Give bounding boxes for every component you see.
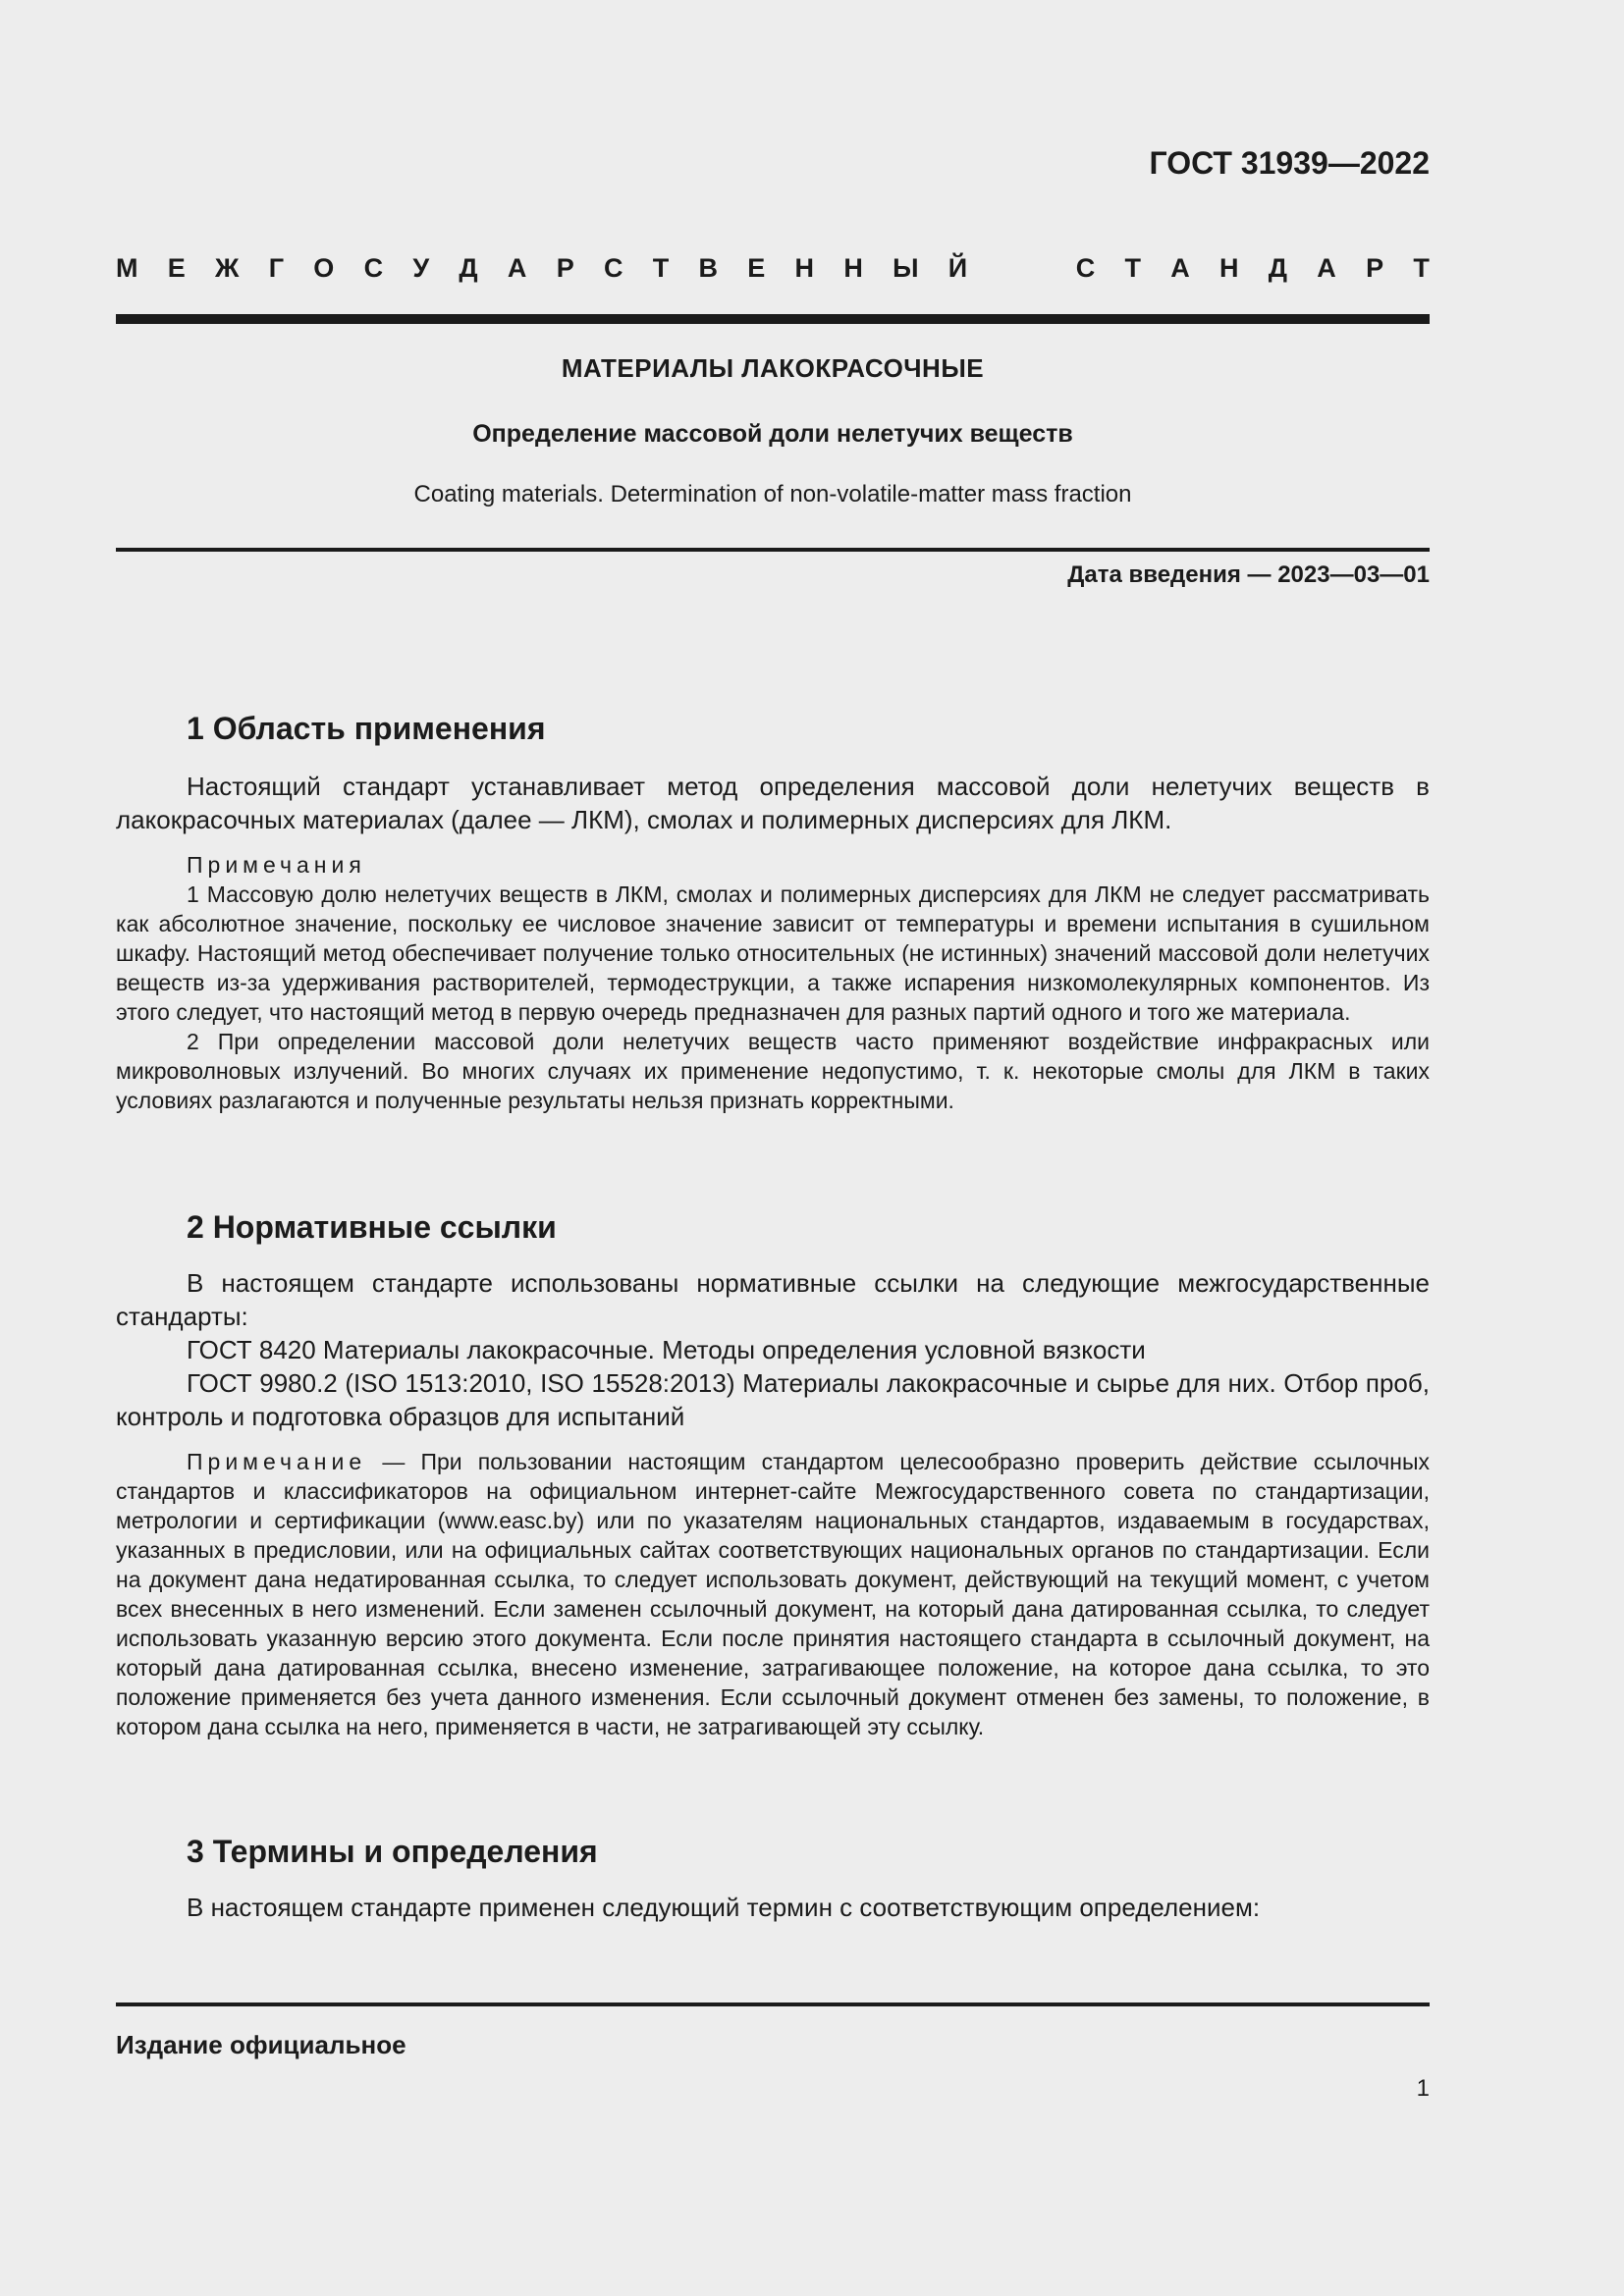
banner-letter: Т [1124, 253, 1141, 283]
section-3-heading: 3 Термины и определения [187, 1834, 598, 1869]
document-title: МАТЕРИАЛЫ ЛАКОКРАСОЧНЫЕ [561, 353, 985, 383]
banner-letter: Г [268, 253, 285, 283]
document-subtitle: Определение массовой доли нелетучих веществ [472, 420, 1073, 448]
banner-letter: С [363, 253, 384, 283]
banner-letter: Т [1413, 253, 1430, 283]
banner-letter: Ж [215, 253, 240, 283]
interstate-standard-banner [116, 253, 1430, 284]
banner-letter: Е [747, 253, 766, 283]
reference-gost-8420: ГОСТ 8420 Материалы лакокрасочные. Методы определения условной вязкости [187, 1335, 1146, 1364]
section-1-text: Настоящий стандарт устанавливает метод определения массовой доли нелетучих веществ в лакокрасочных материалах (далее — ЛКМ), смолах и полимерных дисперсиях для ЛКМ. [116, 772, 1430, 834]
notes-label: Примечания [187, 852, 366, 878]
banner-letter: Р [556, 253, 574, 283]
banner-letter: А [507, 253, 527, 283]
banner-letter: Т [652, 253, 670, 283]
banner-letter: С [603, 253, 623, 283]
section-2-heading: 2 Нормативные ссылки [187, 1209, 557, 1245]
footer-rule [116, 2002, 1430, 2006]
section-2-body [116, 1266, 1430, 1433]
banner-letter: В [698, 253, 718, 283]
banner-letter: С [1075, 253, 1096, 283]
title-rule [116, 548, 1430, 552]
note-2: 2 При определении массовой доли нелетучих веществ часто применяют воздействие инфракрасных или микроволновых излучений. Во многих случаях их применение недопустимо, т. к. некоторые смолы для ЛКМ в таких условиях разлагаются и полученные результаты нельзя признать корректными. [116, 1029, 1430, 1113]
section-2-intro: В настоящем стандарте использованы нормативные ссылки на следующие межгосударственные стандарты: [116, 1268, 1430, 1331]
banner-letter: Д [1268, 253, 1288, 283]
note-label: Примечание [187, 1449, 367, 1474]
english-title: Coating materials. Determination of non-volatile-matter mass fraction [413, 481, 1132, 507]
introduction-date: Дата введения — 2023—03—01 [1067, 561, 1430, 588]
banner-letter: Н [794, 253, 815, 283]
section-2-note [116, 1447, 1430, 1741]
banner-letter: Д [459, 253, 478, 283]
banner-letter: А [1170, 253, 1190, 283]
banner-letter: О [313, 253, 335, 283]
page-number: 1 [1416, 2075, 1430, 2102]
section-1-notes [116, 850, 1430, 1115]
banner-letter: У [412, 253, 430, 283]
banner-letter: Р [1366, 253, 1384, 283]
header-rule [116, 314, 1430, 324]
banner-letter: Й [947, 253, 968, 283]
banner-letter: А [1317, 253, 1336, 283]
banner-letter: Е [167, 253, 186, 283]
document-number: ГОСТ 31939—2022 [1149, 145, 1430, 181]
section-3-text: В настоящем стандарте применен следующий термин с соответствующим определением: [187, 1893, 1261, 1922]
banner-letter: Н [1219, 253, 1239, 283]
banner-word-gap [997, 253, 1046, 284]
official-edition-label: Издание официальное [116, 2030, 406, 2059]
section-1-heading: 1 Область применения [187, 711, 546, 746]
banner-letter: Ы [893, 253, 919, 283]
banner-letter: М [116, 253, 138, 283]
note-1: 1 Массовую долю нелетучих веществ в ЛКМ, смолах и полимерных дисперсиях для ЛКМ не следует рассматривать как абсолютное значение, поскольку ее числовое значение зависит от температуры и времени испытания в сушильном шкафу. Настоящий метод обеспечивает получение только относительных (не истинных) значений массовой доли нелетучих веществ из-за удерживания растворителей, термодеструкции, а также испарения низкомолекулярных компонентов. Из этого следует, что настоящий метод в первую очередь предназначен для разных партий одного и того же материала. [116, 881, 1430, 1025]
banner-letter: Н [843, 253, 863, 283]
note-text: — При пользовании настоящим стандартом целесообразно проверить действие ссылочных стандартов и классификаторов на официальном интернет-сайте Межгосударственного совета по стандартизации, метрологии и сертификации (www.easc.by) или по указателям национальных стандартов, издаваемым в государствах, указанных в предисловии, или на официальных сайтах соответствующих национальных органов по стандартизации. Если на документ дана недатированная ссылка, то следует использовать документ, действующий на текущий момент, с учетом всех внесенных в него изменений. Если заменен ссылочный документ, на который дана датированная ссылка, то следует использовать указанную версию этого документа. Если после принятия настоящего стандарта в ссылочный документ, на который дана датированная ссылка, внесено изменение, затрагивающее положение, на которое дана ссылка, то это положение применяется без учета данного изменения. Если ссылочный документ отменен без замены, то положение, в котором дана ссылка на него, применяется в части, не затрагивающей эту ссылку. [116, 1449, 1431, 1739]
reference-gost-9980-2: ГОСТ 9980.2 (ISO 1513:2010, ISO 15528:2013) Материалы лакокрасочные и сырье для них. Отбор проб, контроль и подготовка образцов для испытаний [116, 1368, 1430, 1431]
